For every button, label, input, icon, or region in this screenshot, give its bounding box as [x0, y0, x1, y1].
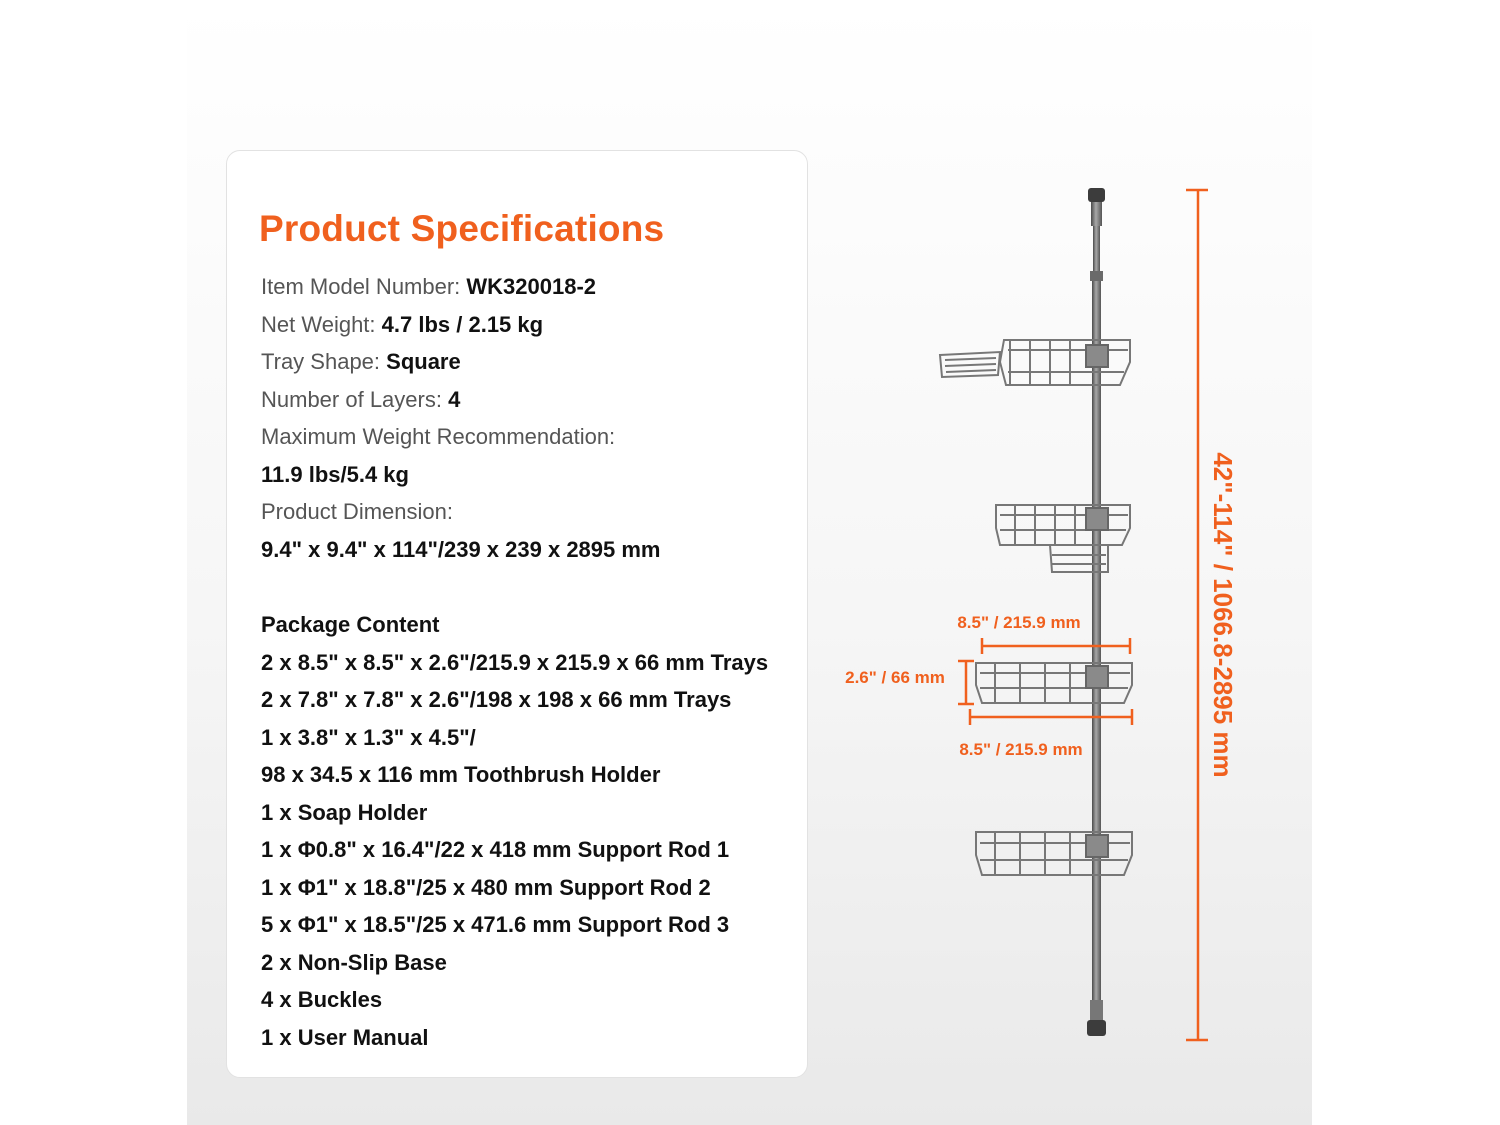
spec-max-weight-value: 11.9 lbs/5.4 kg — [261, 461, 409, 487]
package-item: 1 x Soap Holder — [261, 799, 428, 825]
package-item: 2 x 7.8" x 7.8" x 2.6"/198 x 198 x 66 mm Trays — [261, 687, 732, 712]
package-item: 4 x Buckles — [261, 987, 383, 1012]
bottom-tray — [976, 832, 1132, 875]
tray-width-bottom-label: 8.5" / 215.9 mm — [959, 740, 1083, 759]
package-item: 1 x User Manual — [261, 1024, 429, 1050]
package-item: 1 x 3.8" x 1.3" x 4.5"/ — [261, 724, 476, 750]
package-item: 2 x 8.5" x 8.5" x 2.6"/215.9 x 215.9 x 66 mm Trays — [261, 649, 769, 675]
top-tray — [940, 340, 1130, 385]
package-item: 2 x Non-Slip Base — [261, 949, 447, 975]
package-item: 1 x Φ0.8" x 16.4"/22 x 418 mm Support Rod 1 — [261, 837, 730, 862]
package-item: 5 x Φ1" x 18.5"/25 x 471.6 mm Support Rod 3 — [261, 912, 730, 937]
shower-pole — [1087, 188, 1106, 1036]
middle-tray — [976, 663, 1132, 703]
package-item: 1 x Φ1" x 18.8"/25 x 480 mm Support Rod 2 — [261, 874, 711, 900]
tray-width-top-label: 8.5" / 215.9 mm — [957, 613, 1081, 632]
spec-tray-shape: Tray Shape: Square — [261, 349, 461, 374]
toothbrush-tray — [996, 505, 1130, 572]
spec-model: Item Model Number: WK320018-2 — [261, 274, 597, 299]
package-item: 98 x 34.5 x 116 mm Toothbrush Holder — [261, 762, 661, 787]
package-heading: Package Content — [261, 612, 440, 637]
spec-dimension-value: 9.4" x 9.4" x 114"/239 x 239 x 2895 mm — [261, 536, 661, 562]
total-height-label: 42"-114" / 1066.8-2895 mm — [1208, 452, 1238, 778]
spec-max-weight-label: Maximum Weight Recommendation: — [261, 424, 616, 449]
tray-height-label: 2.6" / 66 mm — [845, 668, 945, 687]
page-title: Product Specifications — [259, 208, 665, 249]
spec-weight: Net Weight: 4.7 lbs / 2.15 kg — [261, 311, 544, 337]
spec-layers: Number of Layers: 4 — [261, 386, 461, 412]
spec-dimension-label: Product Dimension: — [261, 499, 453, 524]
